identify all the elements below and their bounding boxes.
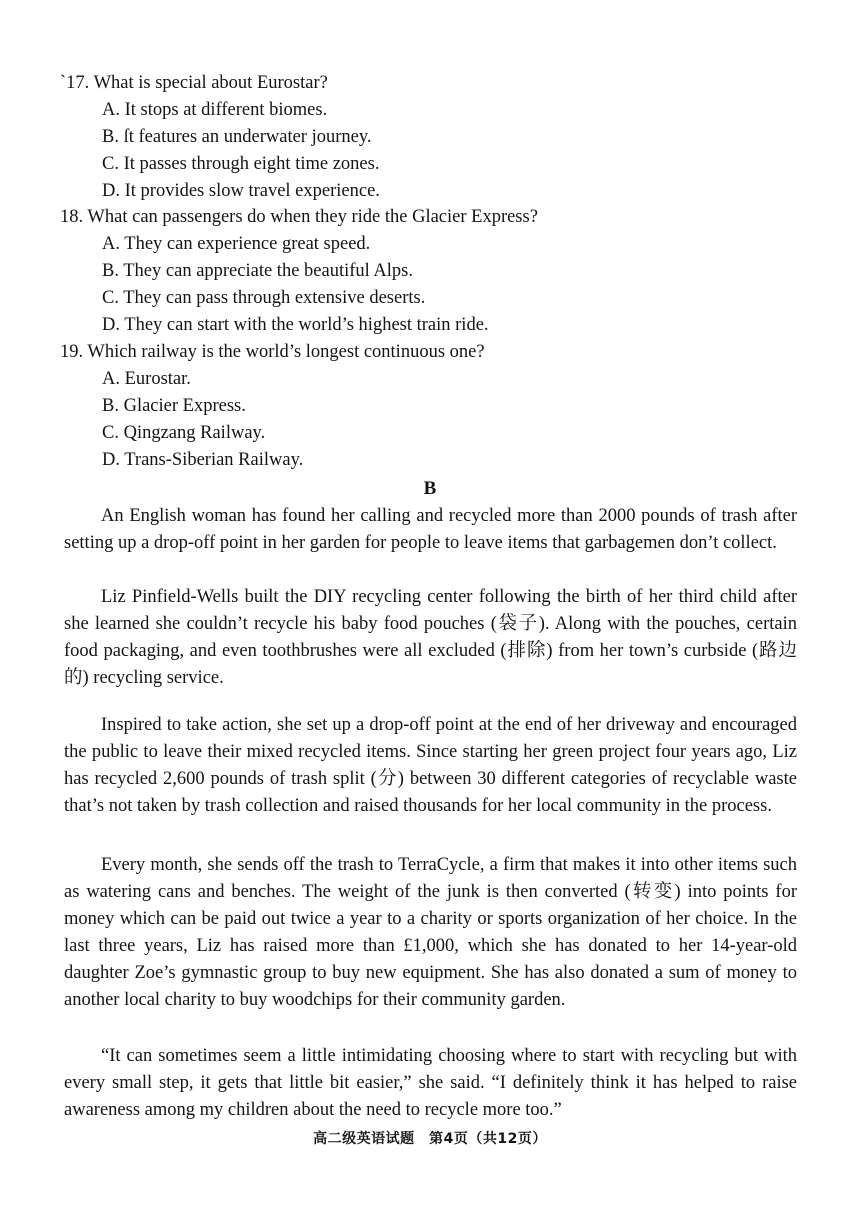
option-b: B. ſt features an underwater journey. <box>102 127 372 147</box>
passage-paragraph-4: Every month, she sends off the trash to TerraCycle, a firm that makes it into other items such as watering cans and benches. The weight of the junk is then converted (转变) into points for money which can be paid out twice a year to a charity or sports organization of her choice. In the last three years, Liz has raised more than £1,000, which she has donated to her 14-year-old daughter Zoe’s gymnastic group to buy new equipment. She has also donated a sum of money to another local charity to buy woodchips for their community garden. <box>64 855 797 1010</box>
option-d: D. It provides slow travel experience. <box>102 181 380 201</box>
passage-paragraph-1: An English woman has found her calling and recycled more than 2000 pounds of trash after setting up a drop-off point in her garden for people to leave items that garbagemen don’t collect. <box>64 506 797 553</box>
option-a: A. Eurostar. <box>102 369 191 389</box>
option-c: C. Qingzang Railway. <box>102 423 266 443</box>
option-a: A. It stops at different biomes. <box>102 100 328 120</box>
passage-paragraph-5: “It can sometimes seem a little intimidating choosing where to start with recycling but with every small step, it gets that little bit easier,” she said. “I definitely think it has helped to raise awareness among my children about the need to recycle more too.” <box>64 1046 797 1120</box>
option-c: C. They can pass through extensive deserts. <box>102 288 426 308</box>
option-b: B. Glacier Express. <box>102 396 246 416</box>
question-19 <box>60 339 820 474</box>
option-d: D. Trans-Siberian Railway. <box>102 450 304 470</box>
option-a: A. They can experience great speed. <box>102 234 371 254</box>
option-b: B. They can appreciate the beautiful Alps. <box>102 261 413 281</box>
page-footer: 高二级英语试题 第4页（共12页） <box>313 1131 547 1147</box>
option-c: C. It passes through eight time zones. <box>102 154 380 174</box>
question-17 <box>60 70 820 205</box>
question-18 <box>60 204 820 339</box>
option-d: D. They can start with the world’s highest train ride. <box>102 315 489 335</box>
question-stem: `17. What is special about Eurostar? <box>60 73 328 93</box>
section-heading: B <box>423 478 437 499</box>
question-stem: 19. Which railway is the world’s longest continuous one? <box>60 342 485 362</box>
passage-paragraph-2: Liz Pinfield-Wells built the DIY recycling center following the birth of her third child after she learned she couldn’t recycle his baby food pouches (袋子). Along with the pouches, certain food packaging, and even toothbrushes were all excluded (排除) from her town’s curbside (路边的) recycling service. <box>64 587 797 688</box>
passage-paragraph-3: Inspired to take action, she set up a drop-off point at the end of her driveway and encouraged the public to leave their mixed recycled items. Since starting her green project four years ago, Liz has recycled 2,600 pounds of trash split (分) between 30 different categories of recyclable waste that’s not taken by trash collection and raised thousands for her local community in the process. <box>64 715 797 816</box>
question-stem: 18. What can passengers do when they ride the Glacier Express? <box>60 207 538 227</box>
